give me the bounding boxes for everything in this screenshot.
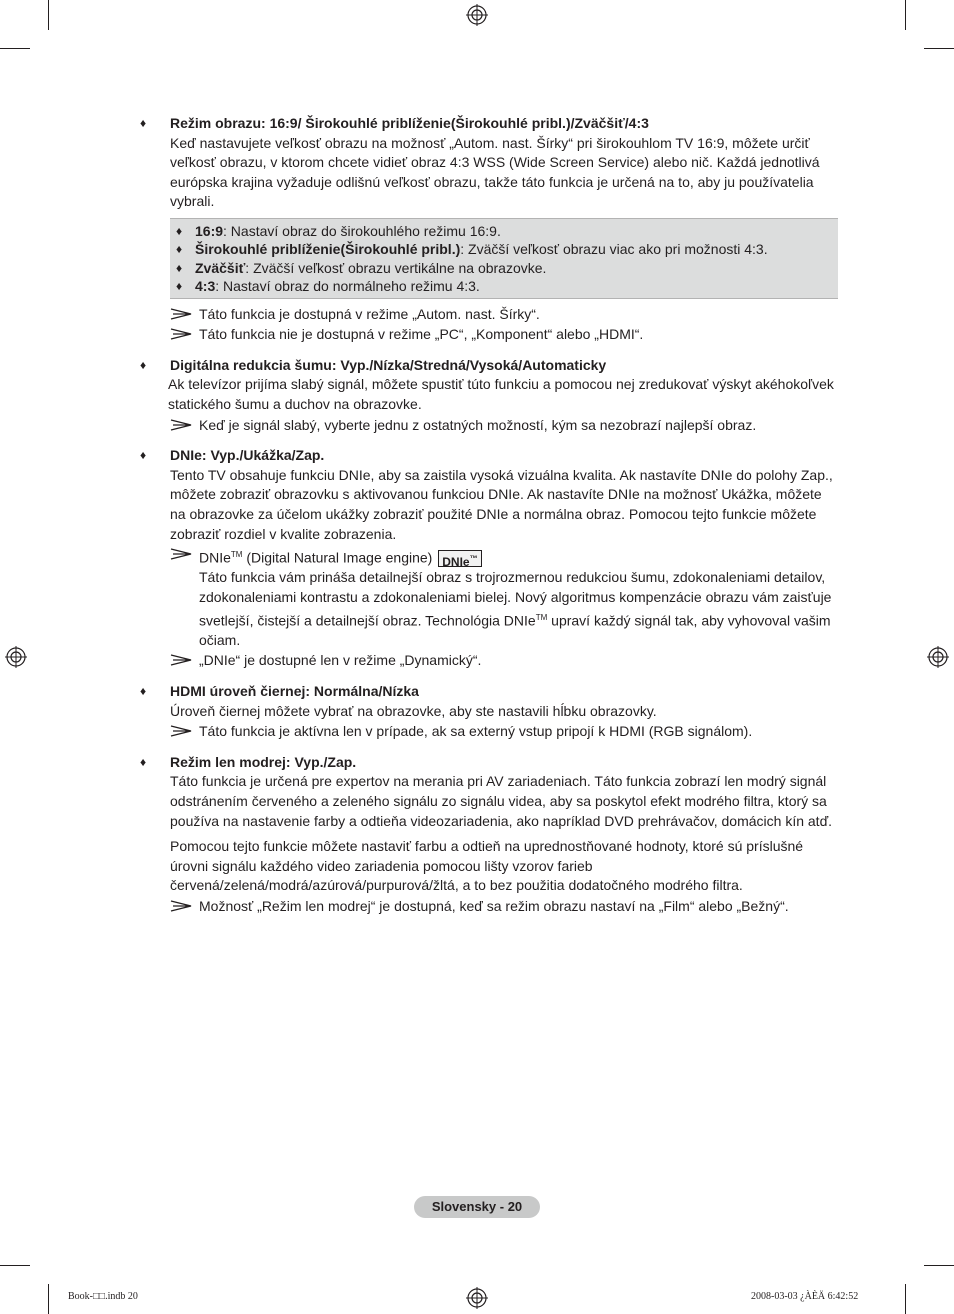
- note-arrow-icon: [170, 654, 192, 666]
- crop-mark: [48, 1284, 49, 1314]
- dnie-body: Táto funkcia vám prináša detailnejší obraz s trojrozmernou redukciou šumu, zdokonaleniami detailov, zdokonaleniami kontrastu a zdokonaleniami bielej. Nový algoritmus kompenzácie obrazu vám zaisťuje svetlejší, čistejší a detailnejší obraz. Technológia DNIe™ upraví každý signál tak, aby vyhovoval vašim očiam.: [199, 569, 832, 648]
- crop-mark: [48, 0, 49, 30]
- option-term: Širokouhlé priblíženie(Širokouhlé pribl.): [195, 241, 461, 258]
- bullet-icon: ♦: [176, 279, 183, 294]
- bullet-icon: ♦: [176, 260, 183, 275]
- note-text: „DNIe“ je dostupné len v režime „Dynamický“.: [199, 652, 482, 669]
- section-dnie: [138, 446, 838, 671]
- crop-mark: [924, 48, 954, 49]
- note: [170, 651, 838, 671]
- note-arrow-icon: [170, 328, 192, 340]
- option-row: [176, 277, 838, 295]
- option-row: [176, 222, 838, 240]
- note: [170, 722, 838, 742]
- option-desc: : Nastaví obraz do širokouhlého režimu 16:9.: [223, 222, 501, 239]
- option-row: [176, 259, 838, 277]
- option-term: 4:3: [195, 278, 216, 295]
- page-number-label: Slovensky - 20: [414, 1196, 540, 1218]
- crop-mark: [0, 48, 30, 49]
- note-text: Táto funkcia je aktívna len v prípade, ak sa externý vstup pripojí k HDMI (RGB signálom).: [199, 723, 753, 740]
- note-dnie: [170, 545, 838, 650]
- section-paragraph: Úroveň čiernej môžete vybrať na obrazovke, aby ste nastavili hĺbku obrazovky.: [170, 702, 657, 719]
- note-text: Keď je signál slabý, vyberte jednu z ostatných možností, kým sa nezobrazí najlepší obraz.: [199, 416, 757, 433]
- option-term: Zväčšiť: [195, 259, 246, 276]
- dnie-logo: DNIe™: [438, 550, 481, 567]
- bullet-icon: ♦: [140, 684, 147, 698]
- section-title: Digitálna redukcia šumu: Vyp./Nízka/Stredná/Vysoká/Automaticky: [170, 356, 607, 373]
- bullet-icon: ♦: [176, 242, 183, 257]
- crop-mark: [905, 1284, 906, 1314]
- section-picture-size: [138, 114, 838, 345]
- section-paragraph: Ak televízor prijíma slabý signál, môžete spustiť túto funkciu a pomocou nej zredukovať výskyt akéhokoľvek statického šumu a duchov na obrazovke.: [168, 376, 834, 412]
- note-arrow-icon: [170, 308, 192, 320]
- section-hdmi-black-level: [138, 682, 838, 742]
- note-arrow-icon: [170, 725, 192, 737]
- option-desc: : Zväčší veľkosť obrazu viac ako pri možnosti 4:3.: [460, 241, 768, 258]
- note: [170, 416, 838, 436]
- crop-mark: [924, 1265, 954, 1266]
- bullet-icon: ♦: [140, 448, 147, 463]
- options-box: [170, 218, 838, 299]
- bullet-icon: ♦: [140, 357, 147, 372]
- note: [170, 897, 838, 917]
- option-desc: : Nastaví obraz do normálneho režimu 4:3.: [215, 278, 480, 295]
- note-arrow-icon: [170, 900, 192, 912]
- note-text: Možnosť „Režim len modrej“ je dostupná, keď sa režim obrazu nastaví na „Film“ alebo „Bežný“.: [199, 897, 789, 914]
- dnie-prefix: DNIe: [199, 549, 231, 566]
- option-row: [176, 240, 838, 258]
- section-title: Režim len modrej: Vyp./Zap.: [170, 753, 357, 770]
- section-title: Režim obrazu: 16:9/ Širokouhlé priblíženie(Širokouhlé pribl.)/Zväčšiť/4:3: [170, 115, 649, 131]
- section-noise-reduction: [138, 356, 838, 435]
- registration-mark-icon: [466, 1287, 488, 1309]
- note-arrow-icon: [170, 419, 192, 431]
- option-desc: : Zväčší veľkosť obrazu vertikálne na obrazovke.: [245, 259, 547, 276]
- section-title: HDMI úroveň čiernej: Normálna/Nízka: [170, 683, 419, 699]
- tm-mark: TM: [230, 550, 243, 560]
- crop-mark: [905, 0, 906, 30]
- section-paragraph: Tento TV obsahuje funkciu DNIe, aby sa zaistila vysoká vizuálna kvalita. Ak nastavíte DNIe do polohy Zap., môžete zobraziť obrazovku s aktivovanou funkciou DNIe. Ak nastavíte DNIe na možnosť Ukážka, môžete na obrazovke za účelom ukážky zobraziť použité DNIe a normálna obraz. Pomocou tejto funkcie môžete zobraziť rozdiel v kvalite zobrazenia.: [170, 466, 833, 542]
- note-text: Táto funkcia nie je dostupná v režime „PC“, „Komponent“ alebo „HDMI“.: [199, 326, 644, 343]
- registration-mark-icon: [5, 646, 27, 668]
- option-term: 16:9: [195, 222, 224, 239]
- registration-mark-icon: [927, 646, 949, 668]
- dnie-label: (Digital Natural Image engine): [242, 549, 433, 566]
- section-paragraph: Pomocou tejto funkcie môžete nastaviť farbu a odtieň na uprednostňované hodnoty, ktoré sú príslušné úrovni signálu každého video zariadenia pomocou lišty vzorov farieb červená/zelená/modrá/azúrová/purpurová/žltá, a to bez použitia dodatočného modrého filtra.: [170, 838, 804, 894]
- section-title: DNIe: Vyp./Ukážka/Zap.: [170, 447, 325, 464]
- bullet-icon: ♦: [176, 223, 183, 238]
- page-content: [138, 114, 838, 928]
- note: [170, 305, 838, 325]
- crop-mark: [0, 1265, 30, 1266]
- dnie-heading: [199, 545, 838, 568]
- note-arrow-icon: [170, 548, 192, 560]
- section-paragraph: Keď nastavujete veľkosť obrazu na možnosť „Autom. nast. Šírky“ pri širokouhlom TV 16:9, môžete určiť veľkosť obrazu, v ktorom chcete vidieť obraz 4:3 WSS (Wide Screen Service) alebo nič. Každá jednotlivá európska krajina vyžaduje odlišnú veľkosť obrazu, takže táto funkcia je určená na to, aby ju používatelia vybrali.: [170, 134, 820, 210]
- bullet-icon: ♦: [140, 116, 147, 130]
- section-blue-only-mode: [138, 753, 838, 917]
- section-paragraph: Táto funkcia je určená pre expertov na merania pri AV zariadeniach. Táto funkcia zobrazí len modrý signál odstránením červeného a zeleného signálu zo signálu videa, aby sa poskytol efekt modrého filtra, ktorý sa používa na nastavenie farby a odtieňa videozariadenia, ako napríklad DVD prehrávačov, domácich kín atď.: [170, 773, 833, 829]
- registration-mark-icon: [466, 4, 488, 26]
- tm-mark: TM: [535, 612, 548, 622]
- bullet-icon: ♦: [140, 754, 147, 769]
- note: [170, 325, 838, 345]
- note-text: Táto funkcia je dostupná v režime „Autom. nast. Šírky“.: [199, 305, 540, 322]
- print-slug-left: Book-□□.indb 20: [68, 1291, 138, 1302]
- print-slug-right: 2008-03-03 ¿ÀÈÄ 6:42:52: [751, 1291, 859, 1302]
